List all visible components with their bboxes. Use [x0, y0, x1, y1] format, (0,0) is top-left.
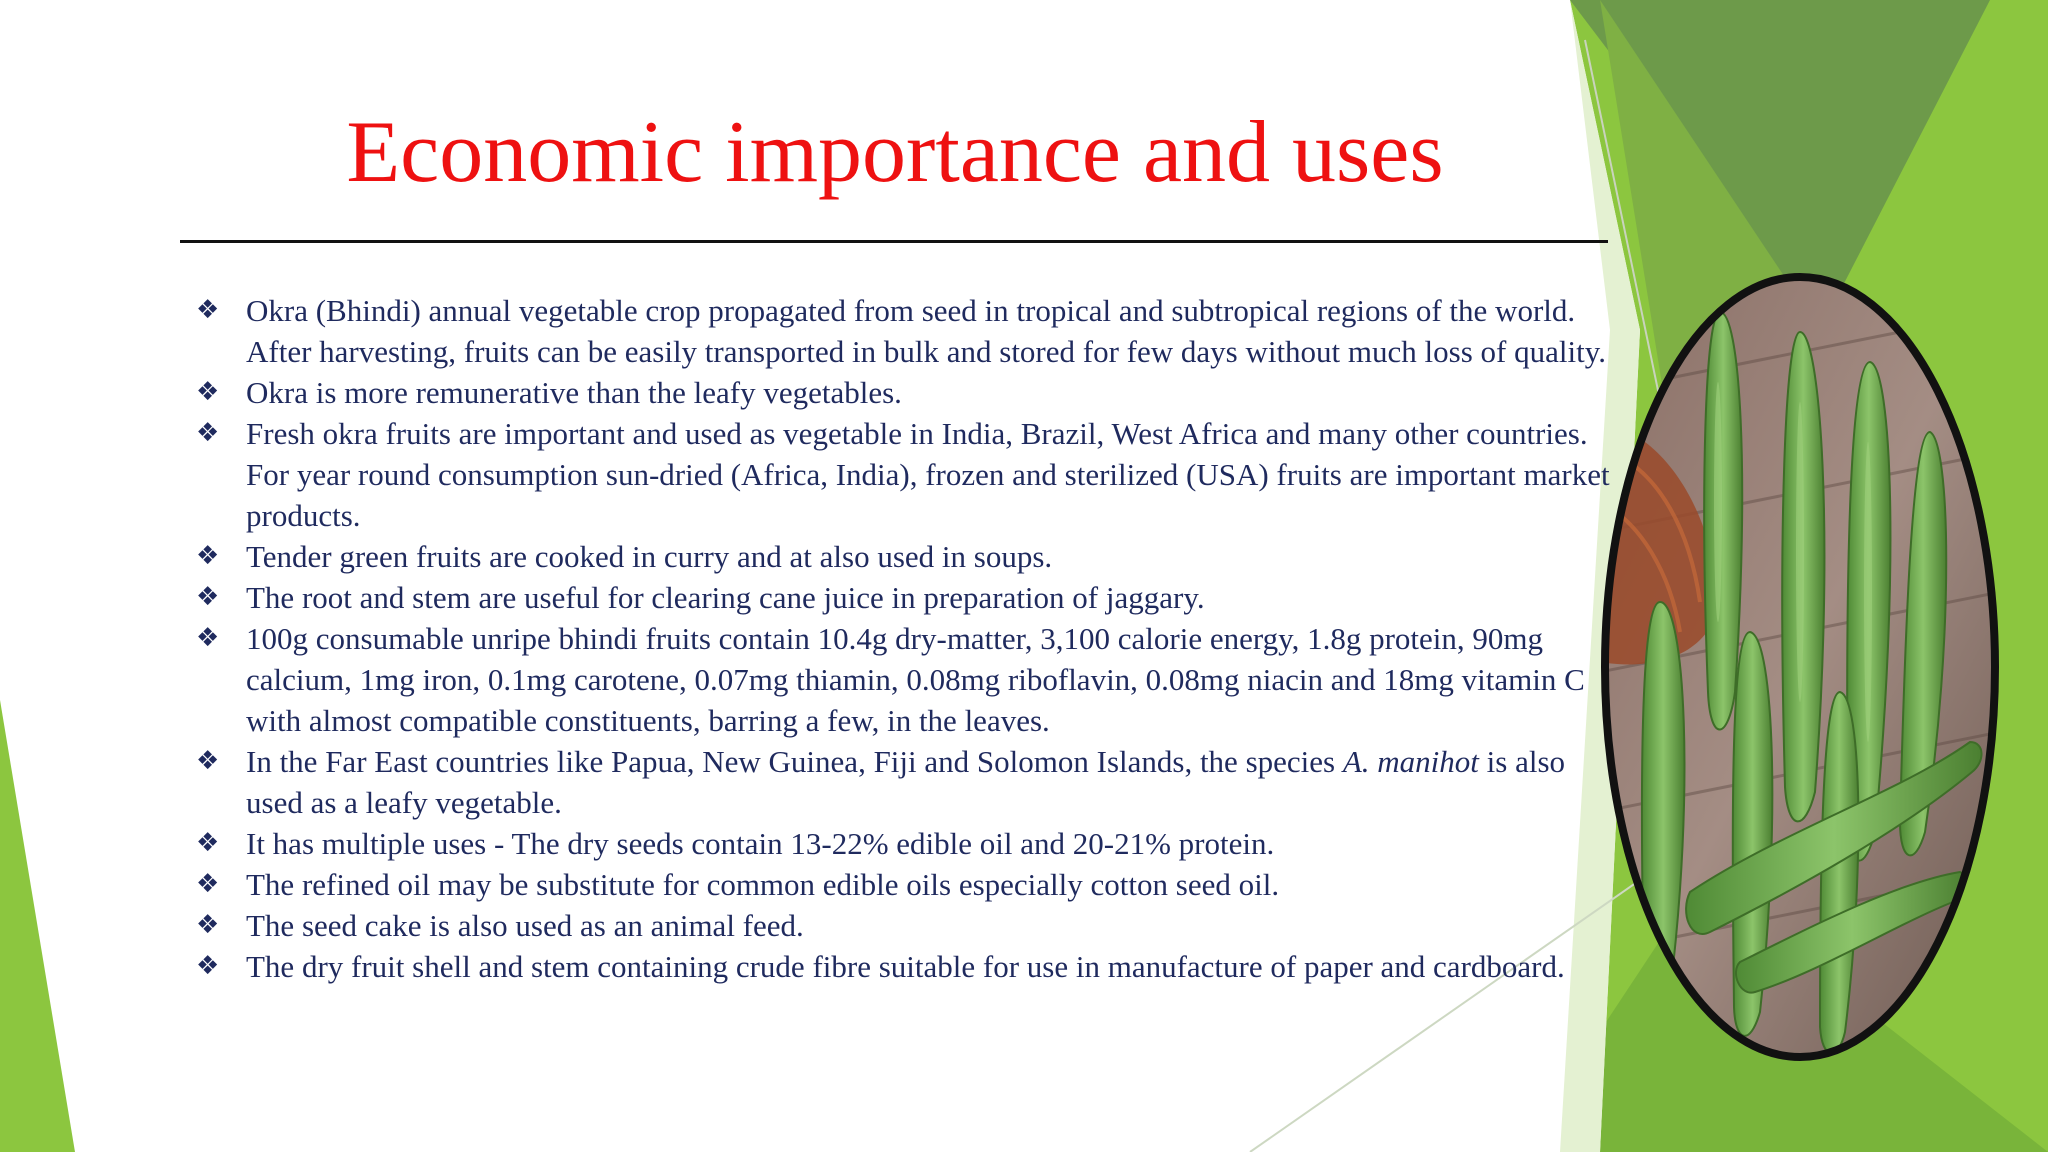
bullet-list: [196, 290, 1616, 987]
four-diamond-bullet-icon: ❖: [196, 623, 220, 653]
bullet-text: It has multiple uses - The dry seeds contain 13-22% edible oil and 20-21% protein.: [246, 826, 1275, 861]
bullet-item: [196, 741, 1616, 823]
four-diamond-bullet-icon: ❖: [196, 418, 220, 448]
bullet-text: 100g consumable unripe bhindi fruits contain 10.4g dry-matter, 3,100 calorie energy, 1.8g protein, 90mg calcium, 1mg iron, 0.1mg carotene, 0.07mg thiamin, 0.08mg riboflavin, 0.08mg niacin and 18mg vitamin C with almost compatible constituents, barring a few, in the leaves.: [246, 621, 1585, 738]
bullet-text: Fresh okra fruits are important and used as vegetable in India, Brazil, West Africa and many other countries. For year round consumption sun-dried (Africa, India), frozen and sterilized (USA) fruits are important market products.: [246, 416, 1610, 533]
bullet-item: [196, 372, 1616, 413]
four-diamond-bullet-icon: ❖: [196, 295, 220, 325]
bullet-item: [196, 946, 1616, 987]
bullet-item: [196, 577, 1616, 618]
four-diamond-bullet-icon: ❖: [196, 910, 220, 940]
title-underline: [180, 240, 1608, 243]
four-diamond-bullet-icon: ❖: [196, 541, 220, 571]
slide-title: Economic importance and uses: [346, 104, 1444, 201]
okra-photo: [1600, 272, 2000, 1062]
bullet-text: Tender green fruits are cooked in curry and at also used in soups.: [246, 539, 1053, 574]
bullet-text-before: In the Far East countries like Papua, New Guinea, Fiji and Solomon Islands, the species: [246, 744, 1343, 779]
bullet-item: [196, 413, 1616, 536]
bullet-item: [196, 618, 1616, 741]
four-diamond-bullet-icon: ❖: [196, 869, 220, 899]
bullet-text: The root and stem are useful for clearing cane juice in preparation of jaggary.: [246, 580, 1205, 615]
bullet-item: [196, 290, 1616, 372]
bullet-item: [196, 823, 1616, 864]
four-diamond-bullet-icon: ❖: [196, 951, 220, 981]
four-diamond-bullet-icon: ❖: [196, 828, 220, 858]
bullet-text: The seed cake is also used as an animal feed.: [246, 908, 804, 943]
bullet-item: [196, 905, 1616, 946]
bullet-text: Okra (Bhindi) annual vegetable crop propagated from seed in tropical and subtropical regions of the world. After harvesting, fruits can be easily transported in bulk and stored for few days without much loss of quality.: [246, 293, 1606, 369]
bullet-text: The dry fruit shell and stem containing crude fibre suitable for use in manufacture of paper and cardboard.: [246, 949, 1565, 984]
bullet-item: [196, 536, 1616, 577]
bullet-text-after: is also used as a leafy vegetable.: [246, 744, 1566, 820]
bullet-text: Okra is more remunerative than the leafy vegetables.: [246, 375, 902, 410]
four-diamond-bullet-icon: ❖: [196, 746, 220, 776]
bullet-item: [196, 864, 1616, 905]
species-name: A. manihot: [1342, 744, 1479, 779]
four-diamond-bullet-icon: ❖: [196, 377, 220, 407]
bullet-text: The refined oil may be substitute for common edible oils especially cotton seed oil.: [246, 867, 1280, 902]
four-diamond-bullet-icon: ❖: [196, 582, 220, 612]
